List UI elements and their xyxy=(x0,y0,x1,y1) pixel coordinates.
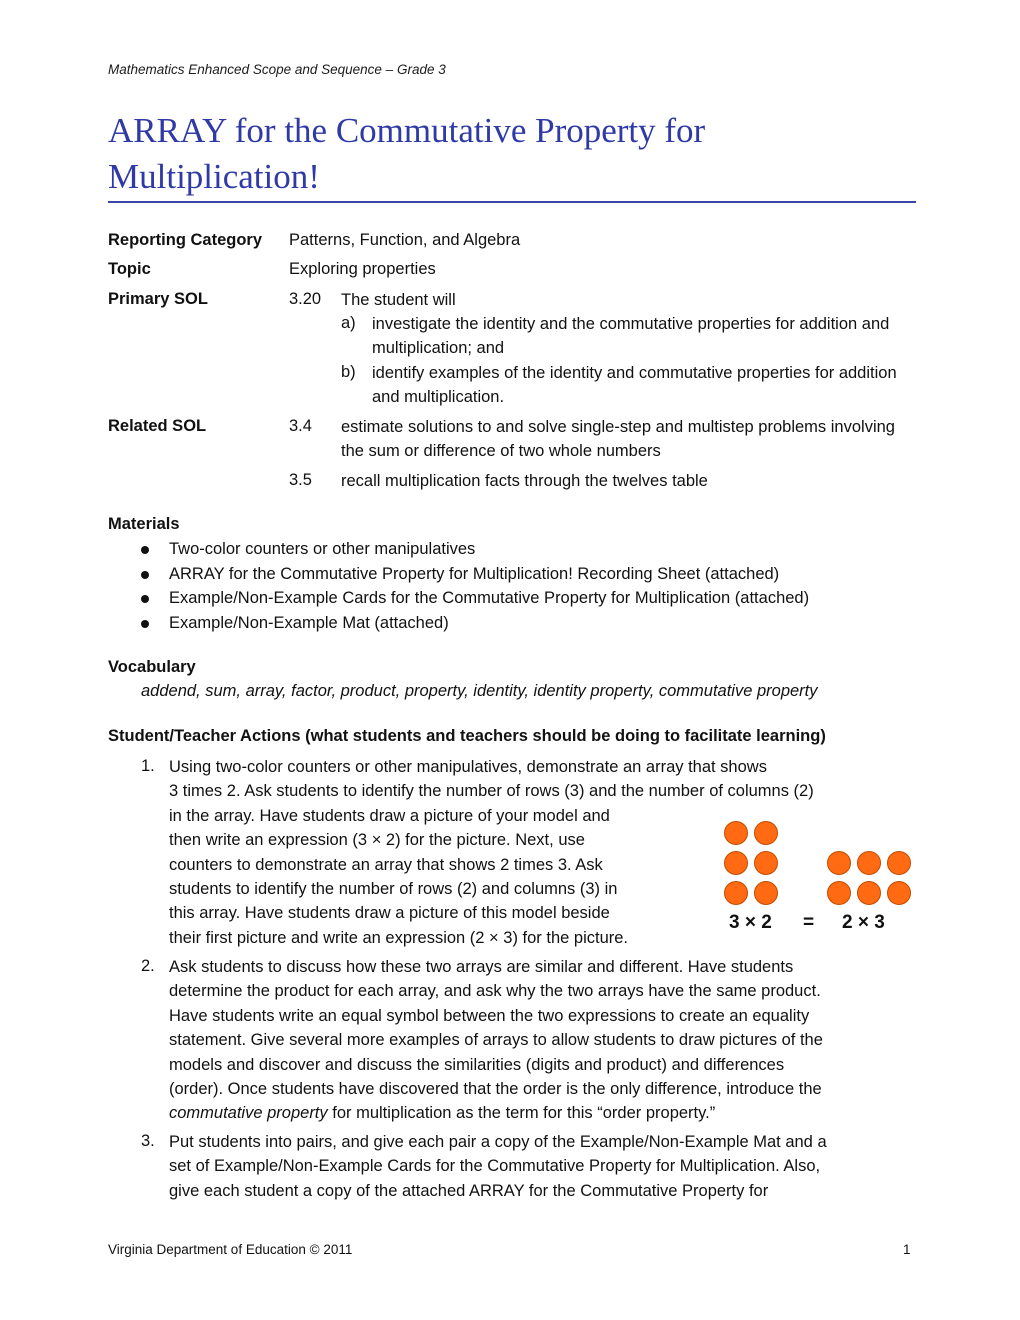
step-1-text xyxy=(169,755,814,950)
counter-icon xyxy=(857,881,881,905)
bullet-icon xyxy=(141,546,149,554)
counter-icon xyxy=(754,851,778,875)
primary-sol-b-text: identify examples of the identity and commutative properties for addition and multiplication. xyxy=(372,364,897,406)
counter-icon xyxy=(887,881,911,905)
topic-value: Exploring properties xyxy=(289,260,436,278)
counter-icon xyxy=(754,881,778,905)
related-sol-number-2: 3.5 xyxy=(289,471,312,489)
related-sol-label: Related SOL xyxy=(108,417,207,435)
left-expression: 3 × 2 xyxy=(729,912,772,933)
actions-heading: Student/Teacher Actions (what students and teachers should be doing to facilitate learning) xyxy=(108,727,826,745)
text-line: Put students into pairs, and give each pair a copy of the Example/Non-Example Mat and a xyxy=(169,1133,827,1151)
text-line-rest: for multiplication as the term for this “order property.” xyxy=(327,1104,716,1123)
counter-icon xyxy=(857,851,881,875)
primary-sol-number: 3.20 xyxy=(289,290,322,308)
primary-sol-text: The student will xyxy=(341,291,456,309)
vocabulary-terms: addend, sum, array, factor, product, property, identity, identity property, commutative property xyxy=(141,682,818,700)
primary-sol-label: Primary SOL xyxy=(108,290,208,308)
text-line: counters to demonstrate an array that shows 2 times 3. Ask xyxy=(169,855,603,874)
text-line: in the array. Have students draw a picture of your model and xyxy=(169,806,610,825)
related-sol-text-2: recall multiplication facts through the twelves table xyxy=(341,472,708,490)
running-head: Mathematics Enhanced Scope and Sequence – Grade 3 xyxy=(108,62,446,77)
counter-icon xyxy=(827,881,851,905)
counter-icon xyxy=(724,851,748,875)
text-line: statement. Give several more examples of arrays to allow students to draw pictures of the xyxy=(169,1031,823,1050)
title-divider xyxy=(108,201,916,203)
counter-icon xyxy=(724,821,748,845)
right-expression: 2 × 3 xyxy=(842,912,885,933)
counter-icon xyxy=(724,881,748,905)
text-line: Using two-color counters or other manipulatives, demonstrate an array that shows xyxy=(169,758,767,776)
step-number: 3. xyxy=(141,1132,155,1150)
text-line: 3 times 2. Ask students to identify the number of rows (3) and the number of columns (2) xyxy=(169,782,814,801)
text-line xyxy=(169,1101,823,1125)
primary-sol-b-letter: b) xyxy=(341,363,356,381)
page-number: 1 xyxy=(903,1242,911,1257)
reporting-category-label: Reporting Category xyxy=(108,231,263,249)
text-line: (order). Once students have discovered that the order is the only difference, introduce the xyxy=(169,1080,822,1099)
text-line: Have students write an equal symbol between the two expressions to create an equality xyxy=(169,1006,810,1025)
counter-icon xyxy=(887,851,911,875)
vocabulary-heading: Vocabulary xyxy=(108,658,196,676)
page-title: ARRAY for the Commutative Property for Multiplication! xyxy=(108,111,706,196)
italic-term: commutative property xyxy=(169,1104,328,1123)
counter-icon xyxy=(754,821,778,845)
step-number: 1. xyxy=(141,757,155,775)
footer-copyright: Virginia Department of Education © 2011 xyxy=(108,1242,353,1257)
materials-item: ARRAY for the Commutative Property for Multiplication! Recording Sheet (attached) xyxy=(169,565,780,583)
text-line: models and discover and discuss the similarities (digits and product) and differences xyxy=(169,1055,785,1074)
primary-sol-a-text: investigate the identity and the commutative properties for addition and multiplication; and xyxy=(372,315,890,357)
text-line: students to identify the number of rows (2) and columns (3) in xyxy=(169,880,618,899)
bullet-icon xyxy=(141,571,149,579)
counter-icon xyxy=(827,851,851,875)
topic-label: Topic xyxy=(108,260,151,278)
related-sol-text-1: estimate solutions to and solve single-step and multistep problems involving the sum or difference of two whole numbers xyxy=(341,418,895,460)
bullet-icon xyxy=(141,595,149,603)
text-line: set of Example/Non-Example Cards for the Commutative Property for Multiplication. Also, xyxy=(169,1157,821,1176)
bullet-icon xyxy=(141,620,149,628)
primary-sol-a-letter: a) xyxy=(341,314,356,332)
text-line: their first picture and write an expression (2 × 3) for the picture. xyxy=(169,928,629,947)
materials-item: Example/Non-Example Mat (attached) xyxy=(169,614,449,632)
text-line: this array. Have students draw a picture of this model beside xyxy=(169,904,610,923)
equals-sign: = xyxy=(803,912,815,933)
step-number: 2. xyxy=(141,957,155,975)
step-2-text xyxy=(169,955,823,1126)
text-line: Ask students to discuss how these two arrays are similar and different. Have students xyxy=(169,958,794,976)
text-line: give each student a copy of the attached ARRAY for the Commutative Property for xyxy=(169,1181,769,1200)
reporting-category-value: Patterns, Function, and Algebra xyxy=(289,231,521,249)
text-line: then write an expression (3 × 2) for the picture. Next, use xyxy=(169,831,585,850)
materials-item: Two-color counters or other manipulatives xyxy=(169,540,476,558)
materials-heading: Materials xyxy=(108,515,180,533)
text-line: determine the product for each array, and ask why the two arrays have the same product. xyxy=(169,982,821,1001)
related-sol-number-1: 3.4 xyxy=(289,417,312,435)
step-3-text xyxy=(169,1130,827,1203)
materials-item: Example/Non-Example Cards for the Commutative Property for Multiplication (attached) xyxy=(169,589,810,607)
